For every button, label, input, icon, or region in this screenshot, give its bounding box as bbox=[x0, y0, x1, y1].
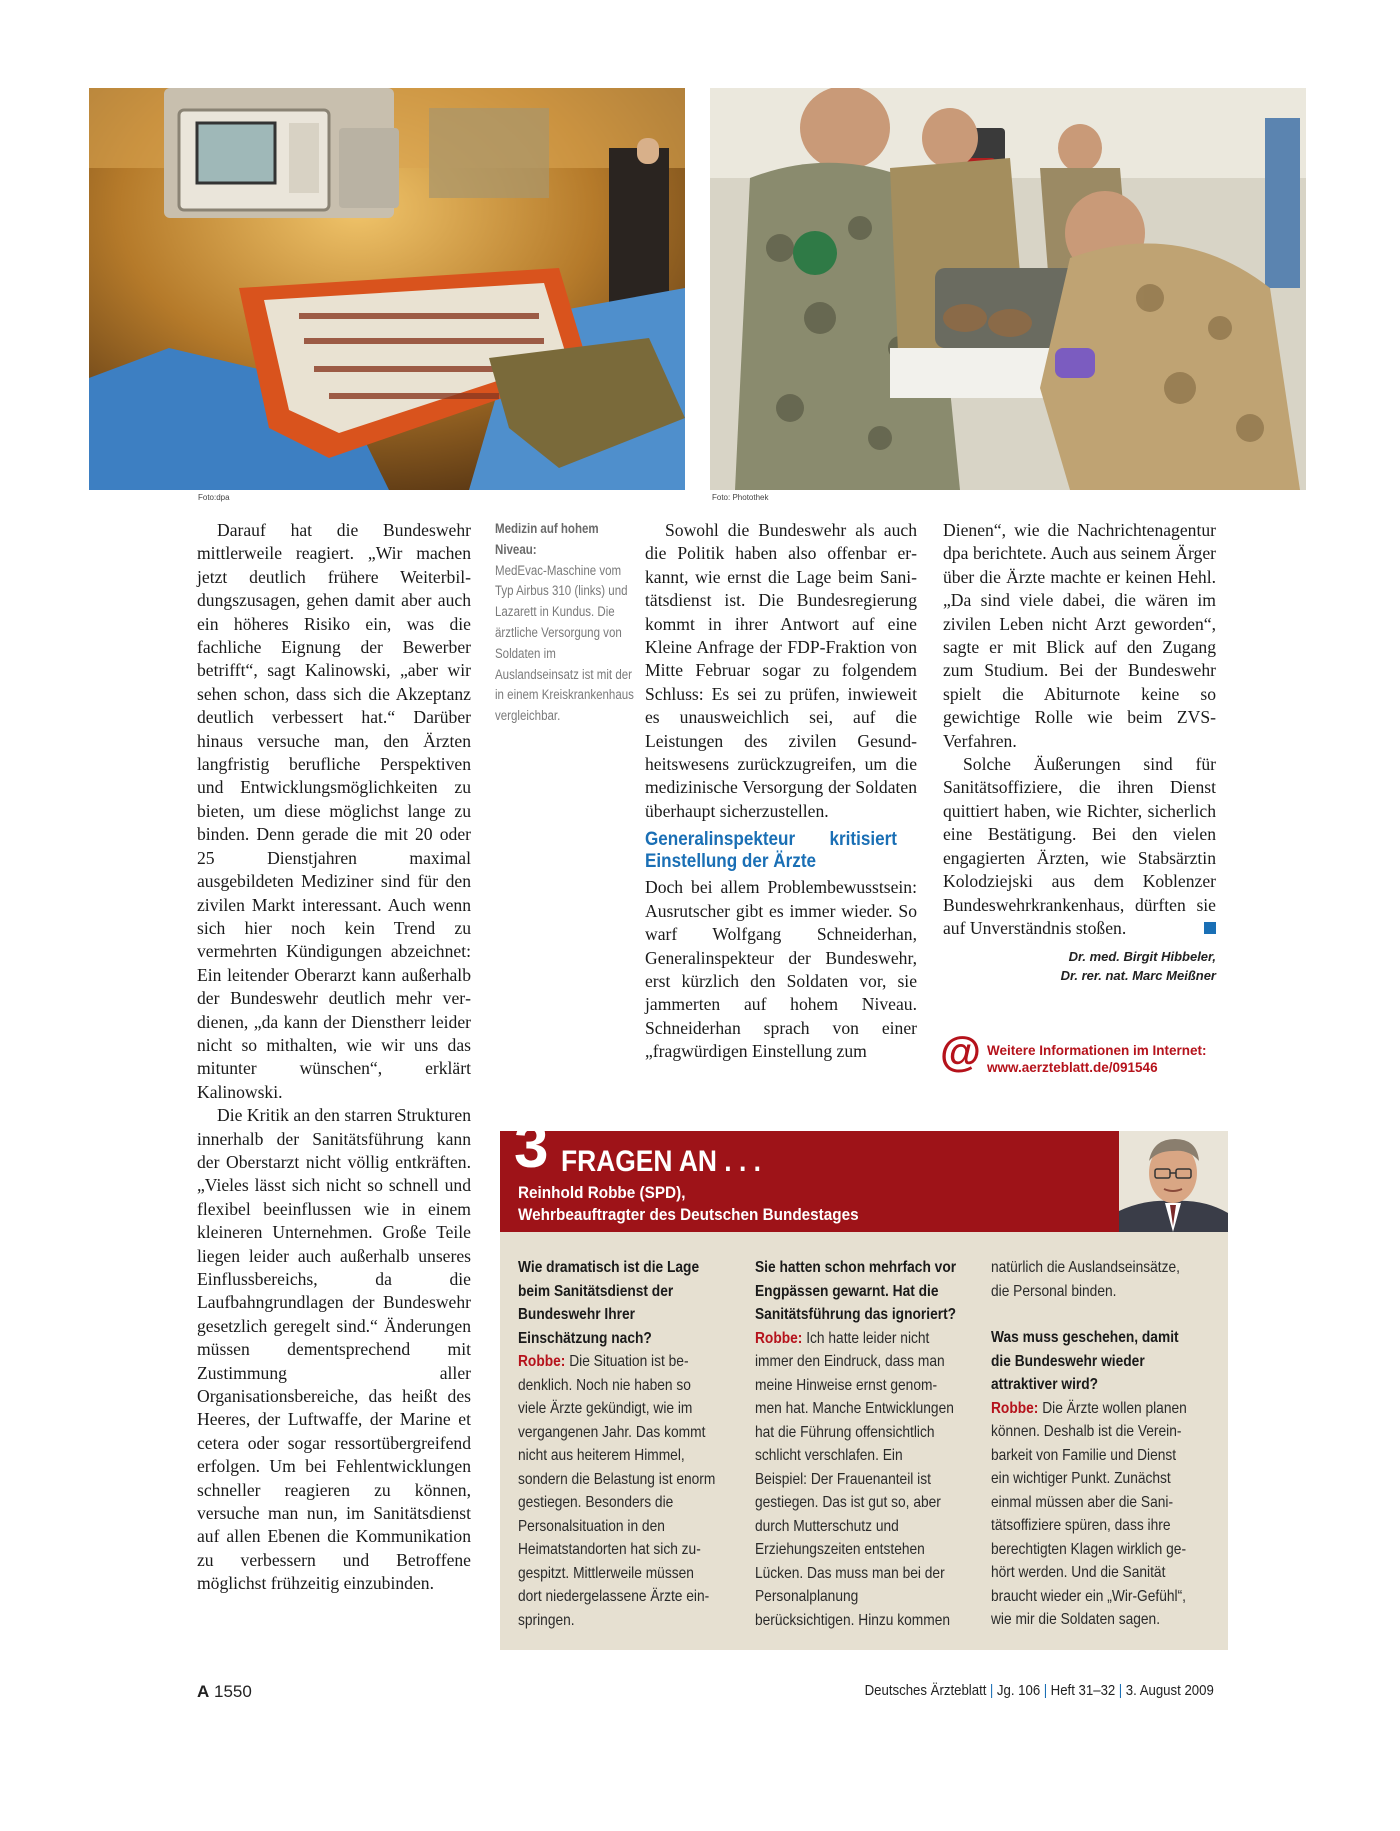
lazarett-photo bbox=[710, 88, 1306, 490]
speaker-label: Robbe: bbox=[991, 1399, 1039, 1417]
page-number-value: 1550 bbox=[214, 1682, 252, 1701]
lazarett-photo-illustration bbox=[710, 88, 1306, 490]
interview-answer: Die Ärzte wollen planen können. Deshalb ist die Vereinbarkeit von Familie und Dienst ein wichtiger Punkt. Zunächst einmal müssen aber die Sanitätsoffiziere spüren, dass ihre berechtigten Klagen wirklich gehört werden. Und die Sanität braucht wieder ein „Wir-Gefühl“, wie mir die Soldaten sagen. bbox=[991, 1399, 1187, 1628]
interview-title: FRAGEN AN . . . bbox=[561, 1145, 761, 1178]
footer-separator: | bbox=[1118, 1682, 1123, 1699]
speaker-label: Robbe: bbox=[755, 1329, 803, 1347]
portrait-illustration bbox=[1119, 1131, 1228, 1232]
interview-column-2 bbox=[755, 1256, 958, 1632]
interview-number: 3 bbox=[514, 1112, 549, 1181]
footer-separator: | bbox=[990, 1682, 994, 1699]
body-paragraph-text: Solche Äußerungen sind für Sanitätsoffiziere, die ihren Dienst quittiert haben, wie Richter, sicherlich eine Bestätigung. Bei den vielen engagierten Ärzten, wie Stabsärztin Kolodziejski aus dem Koblenzer Bundeswehrkrankenhaus, dürften sie auf Unverständnis stoßen. bbox=[943, 754, 1216, 938]
photo-caption bbox=[495, 519, 638, 727]
interview-answer: Die Situation ist bedenklich. Noch nie haben so viele Ärzte gekündigt, wie im vergangenen Jahr. Das kommt nicht aus heiterem Himmel, sondern die Belastung ist enorm gestiegen. Besonders die Personalsituation in den Heimatstandorten hat sich zugespitzt. Mittlerweile müssen dort niedergelassene Ärzte einspringen. bbox=[518, 1353, 716, 1629]
caption-text: MedEvac-Maschine vom Typ Airbus 310 (links) und Lazarett in Kundus. Die ärztliche Versorgung von Soldaten im Auslandseinsatz ist mit der in einem Kreiskrankenhaus vergleichbar. bbox=[495, 562, 634, 724]
interview-answer-continued: natürlich die Auslandseinsätze, die Personal binden. bbox=[991, 1259, 1180, 1300]
body-paragraph bbox=[943, 753, 1216, 940]
web-info-label: Weitere Informationen im Internet: bbox=[987, 1043, 1207, 1058]
web-info-link[interactable]: www.aerzteblatt.de/091546 bbox=[987, 1060, 1158, 1075]
caption-heading: Medizin auf hohem Niveau: bbox=[495, 521, 599, 557]
interviewee-info bbox=[518, 1182, 859, 1226]
body-paragraph: Dienen“, wie die Nachrichtenagentur dpa berichtete. Auch aus seinem Ärger über die Ärzte machte er keinen Hehl. „Da sind viele dabei, die wären im zivilen Leben nicht Arzt geworden“, sagte er mit Blick auf den Zugang zum Studium. Bei der Bundeswehr spielt die Abiturnote keine so gewichtige Rolle wie beim ZVS-Verfahren. bbox=[943, 520, 1216, 751]
speaker-label: Robbe: bbox=[518, 1353, 566, 1370]
interview-question: Was muss geschehen, damit die Bundeswehr wieder attraktiver wird? bbox=[991, 1329, 1179, 1393]
interview-column-3 bbox=[991, 1256, 1194, 1632]
robbe-portrait bbox=[1119, 1131, 1228, 1232]
end-of-article-mark bbox=[1204, 922, 1216, 934]
journal-name: Deutsches Ärzteblatt bbox=[864, 1682, 987, 1699]
page-number bbox=[197, 1682, 252, 1702]
medevac-photo-illustration bbox=[89, 88, 685, 490]
body-column-1 bbox=[197, 519, 471, 1596]
interviewee-name: Reinhold Robbe (SPD), bbox=[518, 1183, 686, 1202]
journal-info bbox=[865, 1682, 1214, 1699]
interview-question: Wie dramatisch ist die Lage beim Sanitätsdienst der Bundeswehr Ihrer Einschätzung nach? bbox=[518, 1259, 700, 1347]
at-icon: @ bbox=[940, 1028, 981, 1075]
author-line-1: Dr. med. Birgit Hibbeler, bbox=[1068, 949, 1216, 965]
medevac-photo bbox=[89, 88, 685, 490]
body-column-3 bbox=[645, 519, 917, 1064]
left-photo-credit: Foto:dpa bbox=[198, 493, 230, 502]
right-photo-credit: Foto: Photothek bbox=[712, 493, 769, 502]
body-paragraph: Darauf hat die Bundeswehr mittlerweile reagiert. „Wir machen jetzt deutlich frühere Weiterbildungszusagen, gehen damit aber auch ein höheres Risiko ein, was die fachliche Eignung der Bewerber betrifft“, sagt Kalinowski, „aber wir sehen schon, dass sich die Akzeptanz deutlich verbessert hat.“ Darüber hinaus versuche man, den Ärzten langfristig berufliche Perspektiven und Entwicklungsmöglichkeiten zu bieten, um diese möglichst lange zu binden. Denn gerade die mit 20 oder 25 Dienstjahren maximal ausgebildeten Mediziner sind für den zivilen Markt interessant. Auch wenn sich hier noch kein Trend zu vermehrten Kündigungen abzeichnet: Ein leitender Oberarzt kann außerhalb der Bundeswehr deutlich mehr verdienen, „da kann der Dienstherr leider nicht so mithalten, wie wir uns das mitunter wünschen“, erklärt Kalinowski. bbox=[197, 520, 471, 1102]
footer-separator: | bbox=[1043, 1682, 1048, 1699]
journal-date: 3. August 2009 bbox=[1125, 1682, 1214, 1699]
author-line-2: Dr. rer. nat. Marc Meißner bbox=[1060, 968, 1216, 984]
journal-issue: Heft 31–32 bbox=[1050, 1682, 1116, 1699]
journal-volume: Jg. 106 bbox=[997, 1682, 1041, 1699]
interviewee-role: Wehrbeauftragter des Deutschen Bundestages bbox=[518, 1205, 859, 1224]
page-prefix: A bbox=[197, 1682, 210, 1701]
body-paragraph: Die Kritik an den starren Strukturen innerhalb der Sanitätsführung kann der Oberstarzt nicht völlig entkräften. „Vieles lässt sich nicht so schnell und flexibel beeinflussen wie in einem kleineren Unternehmen. Große Teile liegen leider auch außerhalb unseres Einflussbereichs, da die Laufbahngrundlagen der Bundeswehr gesetzlich geregelt sind.“ Änderungen müssen dementsprechend mit Zustimmung aller Organisationsbereiche, das heißt des Heeres, der Luftwaffe, der Marine et cetera oder sogar ressortübergreifend erfolgen. Um bei Fehlentwicklungen schneller reagieren zu können, versuche man nun, im Sanitätsdienst auf allen Ebenen die Kommunikation zu verbessern und Betroffene möglichst frühzeitig einzubinden. bbox=[197, 1105, 471, 1594]
body-paragraph: Sowohl die Bundeswehr als auch die Politik haben also offenbar erkannt, wie ernst die Lage beim Sanitätsdienst ist. Die Bundesregierung kommt in ihrer Antwort auf eine Kleine Anfrage der FDP-Fraktion von Mitte Februar sogar zu folgendem Schluss: Es sei zu prüfen, inwieweit es unausweichlich sei, auf die Leistungen des zivilen Gesundheitswesens zurückzugreifen, um die medizinische Versorgung der Soldaten überhaupt sicherzustellen. bbox=[645, 520, 917, 821]
interview-answer: Ich hatte leider nicht immer den Eindruck, dass man meine Hinweise ernst genommen hat. Manche Entwicklungen hat die Führung offensichtlich schlicht verschlafen. Ein Beispiel: Der Frauenanteil ist gestiegen. Das ist gut so, aber durch Mutterschutz und Erziehungszeiten entstehen Lücken. Das muss man bei der Personalplanung berücksichtigen. Hinzu kommen bbox=[755, 1329, 954, 1629]
interview-column-1 bbox=[518, 1256, 721, 1632]
interview-question: Sie hatten schon mehrfach vor Engpässen gewarnt. Hat die Sanitätsführung das ignoriert? bbox=[755, 1259, 957, 1323]
section-subheading: Generalinspekteur kritisiert Einstellung der Ärzte bbox=[645, 829, 897, 873]
body-column-4 bbox=[943, 519, 1216, 985]
body-paragraph: Doch bei allem Problembewusstsein: Ausrutscher gibt es immer wieder. So warf Wolfgang Schneiderhan, Generalinspekteur der Bundeswehr, erst kürzlich den Soldaten vor, sie jammerten auf hohem Niveau. Schneiderhan sprach von einer „fragwürdigen Einstellung zum bbox=[645, 877, 917, 1062]
